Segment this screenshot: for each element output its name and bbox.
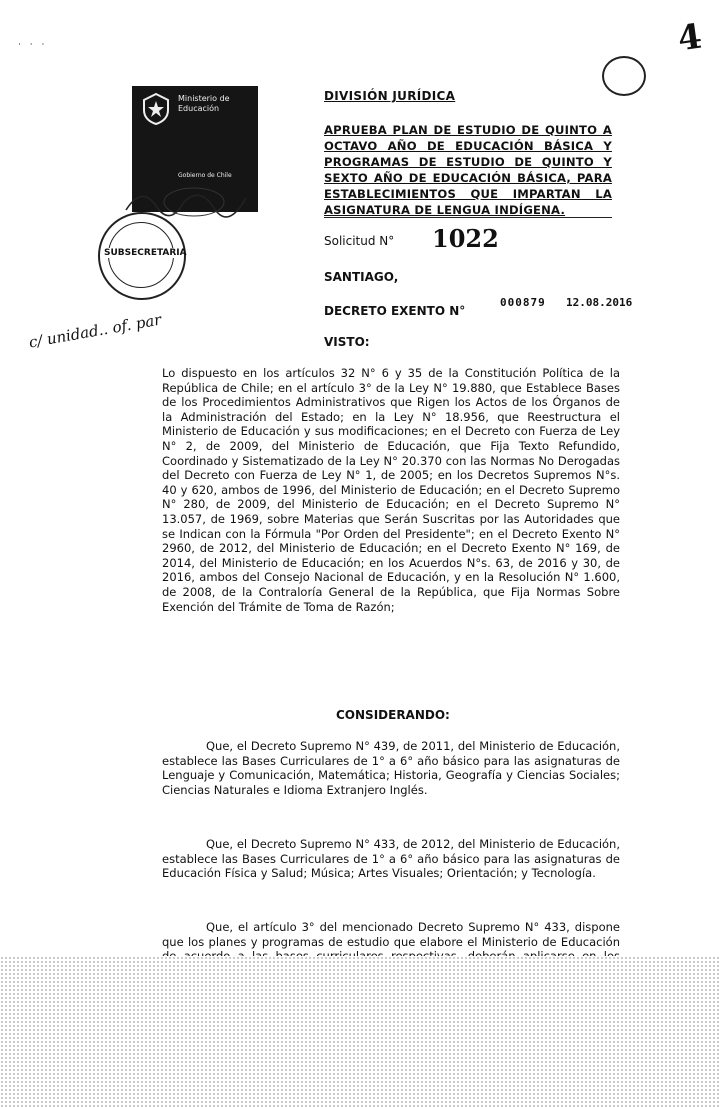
logo-subtitle: Gobierno de Chile	[178, 172, 232, 179]
handwritten-note: c/ unidad.. of. par	[27, 310, 163, 352]
page-number: 4	[675, 16, 705, 60]
scribble-mark: · · ·	[18, 40, 48, 50]
considerando-paragraph	[162, 739, 620, 797]
crest-icon	[140, 92, 172, 126]
considerando-paragraph	[162, 837, 620, 881]
seal-text: SUBSECRETARIA	[104, 248, 187, 258]
paragraph-text: Que, el Decreto Supremo N° 433, de 2012, del Ministerio de Educación, establece las Bases Curriculares de 1° a 6° año básico para las asignaturas de Educación Física y Salud; Música; Artes Visuales; Orientación; y Tecnología.	[162, 837, 620, 881]
document-title-text: APRUEBA PLAN DE ESTUDIO DE QUINTO A OCTAVO AÑO DE EDUCACIÓN BÁSICA Y PROGRAMAS DE ESTUDIO DE QUINTO Y SEXTO AÑO DE EDUCACIÓN BÁSICA, PARA ESTABLECIMIENTOS QUE IMPARTAN LA ASIGNATURA DE LENGUA INDÍGENA.	[324, 123, 612, 217]
considerando-heading: CONSIDERANDO:	[336, 708, 450, 722]
paragraph-text: Que, el artículo 3° del mencionado Decreto Supremo N° 433, dispone que los planes y programas de estudio que elabore el Ministerio de Educación	[162, 920, 620, 949]
solicitud-number: 1022	[432, 224, 499, 253]
logo-institution	[178, 94, 254, 114]
title-divider	[324, 217, 612, 218]
city-line: SANTIAGO,	[324, 270, 399, 284]
visto-paragraph: Lo dispuesto en los artículos 32 N° 6 y 35 de la Constitución Política de la República de Chile; en el artículo 3° de la Ley N° 19.880, que Establece Bases de los Procedimientos Administrativos que Rigen los Actos de los Órganos de la Administración del Estado; en la Ley N° 18.956, que Reestructura el Ministerio de Educación y sus modificaciones; en el Decreto con Fuerza de Ley N° 2, de 2009, del Ministerio de Educación, que Fija Texto Refundido, Coordinado y Sistematizado de la Ley N° 20.370 con las Normas No Derogadas del Decreto con Fuerza de Ley N° 1, de 2005; en los Decretos Supremos N°s. 40 y 620, ambos de 1996, del Ministerio de Educación; en el Decreto Supremo N° 280, de 2009, del Ministerio de Educación; en el Decreto Supremo N° 13.057, de 1969, sobre Materias que Serán Suscritas por las Autoridades que se Indican con la Fórmula "Por Orden del Presidente"; en el Decreto Exento N° 2960, de 2012, del Ministerio de Educación; en el Decreto Exento N° 169, de 2014, del Ministerio de Educación; en los Acuerdos N°s. 63, de 2016 y 30, de 2016, ambos del Consejo Nacional de Educación, y en la Resolución N° 1.600, de 2008, de la Contraloría General de la República, que Fija Normas Sobre Exención del Trámite de Toma de Razón;	[162, 366, 620, 614]
logo-line: Ministerio de	[178, 94, 230, 103]
dotted-overlay	[0, 956, 720, 1107]
solicitud-label: Solicitud N°	[324, 234, 395, 248]
decreto-number: 000879	[500, 296, 546, 309]
round-stamp	[602, 56, 646, 96]
paragraph-text: Que, el Decreto Supremo N° 439, de 2011, del Ministerio de Educación, establece las Bases Curriculares de 1° a 6° año básico para las asignaturas de Lenguaje y Comunicación, Matemática; Historia, Geografía y Ciencias Sociales; Ciencias Naturales e Idioma Extranjero Inglés.	[162, 739, 620, 797]
visto-heading: VISTO:	[324, 335, 370, 349]
document-title	[324, 122, 612, 218]
decreto-label: DECRETO EXENTO N°	[324, 304, 466, 318]
logo-line: Educación	[178, 104, 220, 113]
decreto-date: 12.08.2016	[566, 296, 633, 309]
division-heading: DIVISIÓN JURÍDICA	[324, 89, 456, 103]
ministry-seal	[98, 212, 186, 300]
